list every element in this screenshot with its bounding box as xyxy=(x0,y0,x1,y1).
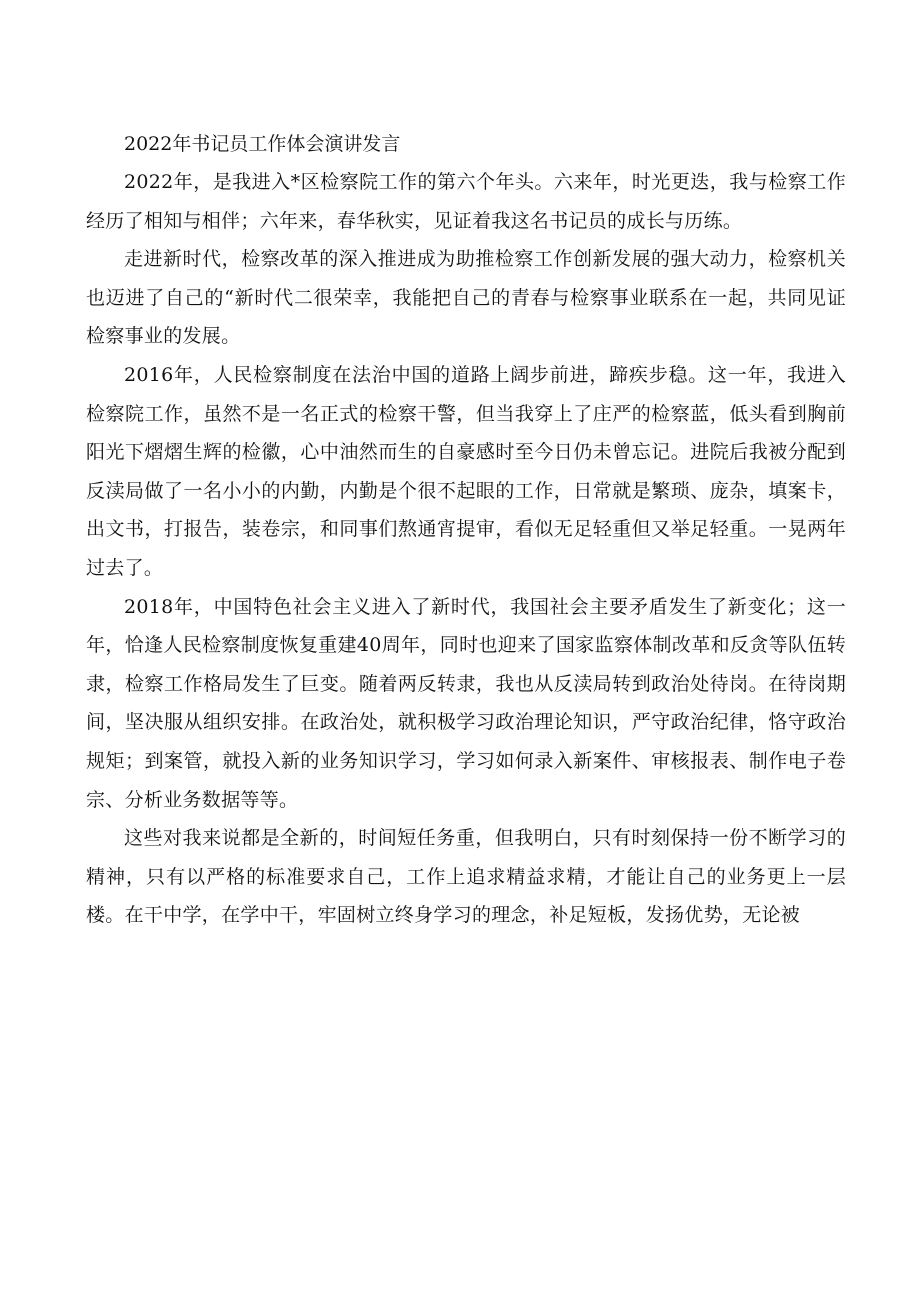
document-body xyxy=(86,125,846,935)
paragraph-5: 这些对我来说都是全新的，时间短任务重，但我明白，只有时刻保持一份不断学习的精神，只有以严格的标准要求自己，工作上追求精益求精，才能让自己的业务更上一层楼。在干中学，在学中干，牢固树立终身学习的理念，补足短板，发扬优势，无论被 xyxy=(86,827,846,927)
paragraph-1: 2022年，是我进入*区检察院工作的第六个年头。六来年，时光更迭，我与检察工作经历了相知与相伴；六年来，春华秋实，见证着我这名书记员的成长与历练。 xyxy=(86,171,846,232)
document-title: 2022年书记员工作体会演讲发言 xyxy=(124,133,401,155)
paragraph-4: 2018年，中国特色社会主义进入了新时代，我国社会主要矛盾发生了新变化；这一年，恰逢人民检察制度恢复重建40周年，同时也迎来了国家监察体制改革和反贪等队伍转隶，检察工作格局发生了巨变。随着两反转隶，我也从反渎局转到政治处待岗。在待岗期间，坚决服从组织安排。在政治处，就积极学习政治理论知识，严守政治纪律，恪守政治规矩；到案管，就投入新的业务知识学习，学习如何录入新案件、审核报表、制作电子卷宗、分析业务数据等等。 xyxy=(86,595,846,811)
paragraph-3: 2016年，人民检察制度在法治中国的道路上阔步前进，蹄疾步稳。这一年，我进入检察院工作，虽然不是一名正式的检察干警，但当我穿上了庄严的检察蓝，低头看到胸前阳光下熠熠生辉的检徽，心中油然而生的自豪感时至今日仍未曾忘记。进院后我被分配到反渎局做了一名小小的内勤，内勤是个很不起眼的工作，日常就是繁琐、庞杂，填案卡，出文书，打报告，装卷宗，和同事们熬通宵提审，看似无足轻重但又举足轻重。一晃两年过去了。 xyxy=(86,363,846,579)
paragraph-2: 走进新时代，检察改革的深入推进成为助推检察工作创新发展的强大动力，检察机关也迈进了自己的“新时代二很荣幸，我能把自己的青春与检察事业联系在一起，共同见证检察事业的发展。 xyxy=(86,248,846,348)
